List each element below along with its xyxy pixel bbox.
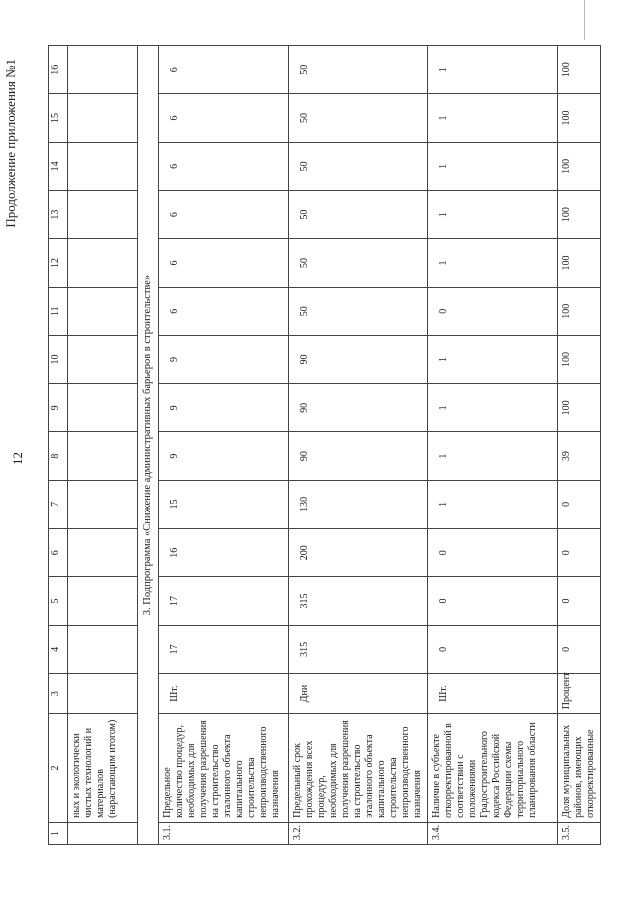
header-row (49, 46, 68, 845)
column-number: 12 (49, 239, 68, 287)
appendix-caption: Продолжение приложения №1 (3, 59, 18, 228)
value-cell: 315 (289, 625, 428, 673)
column-number: 7 (49, 480, 68, 528)
scan-mark (584, 0, 585, 40)
value-cell: 1 (428, 46, 558, 94)
rotated-content (3, 45, 608, 845)
unit: Дни (289, 673, 428, 713)
indicator-name: Предельный срок прохождения всех процедур, необходимых для получения разрешения на строительство эталонного объекта капитального строительства непроизводственного назначения (289, 714, 428, 823)
column-number: 16 (49, 46, 68, 94)
value-cell: 0 (428, 287, 558, 335)
column-number: 15 (49, 94, 68, 142)
value-cell: 100 (558, 142, 601, 190)
column-number: 14 (49, 142, 68, 190)
column-number: 11 (49, 287, 68, 335)
value-cell: 6 (159, 239, 289, 287)
value-cell: 6 (159, 190, 289, 238)
value-cell: 100 (558, 384, 601, 432)
value-cell: 1 (428, 384, 558, 432)
indicator-name: Наличие в субъекте откорректированной в соответствии с положениями Градостроительного кодекса Российской Федерации схемы территориального планирования области (428, 714, 558, 823)
value-cell: 9 (159, 384, 289, 432)
value-cell: 1 (428, 432, 558, 480)
page-number: 12 (10, 452, 25, 465)
row-code: 3.1. (159, 822, 289, 844)
value-cell: 17 (159, 625, 289, 673)
column-number: 6 (49, 529, 68, 577)
value-cell: 50 (289, 287, 428, 335)
value-cell: 1 (428, 94, 558, 142)
value-cell: 1 (428, 239, 558, 287)
value-cell: 39 (558, 432, 601, 480)
table-row (428, 46, 558, 845)
value-cell: 1 (428, 190, 558, 238)
column-number: 8 (49, 432, 68, 480)
column-number: 5 (49, 577, 68, 625)
value-cell: 0 (558, 529, 601, 577)
value-cell: 90 (289, 384, 428, 432)
table-row (558, 46, 601, 845)
value-cell: 17 (159, 577, 289, 625)
value-cell: 100 (558, 190, 601, 238)
value-cell: 200 (289, 529, 428, 577)
column-number: 1 (49, 822, 68, 844)
unit: Шт. (428, 673, 558, 713)
value-cell: 6 (159, 94, 289, 142)
continuation-row (68, 46, 138, 845)
value-cell: 100 (558, 94, 601, 142)
indicator-name: Предельное количество процедур, необходимых для получения разрешения на строительство эталонного объекта капитального строительства непроизводственного назначения (159, 714, 289, 823)
value-cell: 0 (558, 625, 601, 673)
value-cell: 0 (428, 625, 558, 673)
row-code: 3.5. (558, 822, 601, 844)
value-cell: 6 (159, 287, 289, 335)
value-cell: 9 (159, 335, 289, 383)
value-cell: 1 (428, 480, 558, 528)
column-number: 3 (49, 673, 68, 713)
value-cell: 50 (289, 190, 428, 238)
value-cell: 6 (159, 46, 289, 94)
section-title: 3. Подпрограмма «Снижение административных барьеров в строительстве» (138, 46, 159, 845)
value-cell: 0 (558, 577, 601, 625)
indicator-name: ных и экологически чистых технологий и материалов (нарастающим итогом) (68, 714, 138, 823)
table-row (159, 46, 289, 845)
value-cell: 100 (558, 46, 601, 94)
column-number: 10 (49, 335, 68, 383)
unit: Процент (558, 673, 601, 713)
value-cell: 1 (428, 142, 558, 190)
value-cell: 9 (159, 432, 289, 480)
value-cell: 50 (289, 239, 428, 287)
value-cell: 0 (428, 577, 558, 625)
value-cell: 90 (289, 432, 428, 480)
value-cell: 6 (159, 142, 289, 190)
value-cell: 50 (289, 46, 428, 94)
value-cell: 90 (289, 335, 428, 383)
value-cell: 0 (428, 529, 558, 577)
section-row (138, 46, 159, 845)
column-number: 9 (49, 384, 68, 432)
table-row (289, 46, 428, 845)
unit: Шт. (159, 673, 289, 713)
value-cell: 130 (289, 480, 428, 528)
value-cell: 100 (558, 335, 601, 383)
value-cell: 50 (289, 94, 428, 142)
value-cell: 0 (558, 480, 601, 528)
column-number: 2 (49, 714, 68, 823)
row-code: 3.4. (428, 822, 558, 844)
column-number: 13 (49, 190, 68, 238)
value-cell: 1 (428, 335, 558, 383)
indicator-name: Доля муниципальных районов, имеющих откорректированные (558, 714, 601, 823)
value-cell: 100 (558, 287, 601, 335)
value-cell: 15 (159, 480, 289, 528)
value-cell: 16 (159, 529, 289, 577)
value-cell: 315 (289, 577, 428, 625)
value-cell: 100 (558, 239, 601, 287)
value-cell: 50 (289, 142, 428, 190)
row-code: 3.2. (289, 822, 428, 844)
column-number: 4 (49, 625, 68, 673)
indicators-table (48, 45, 601, 845)
